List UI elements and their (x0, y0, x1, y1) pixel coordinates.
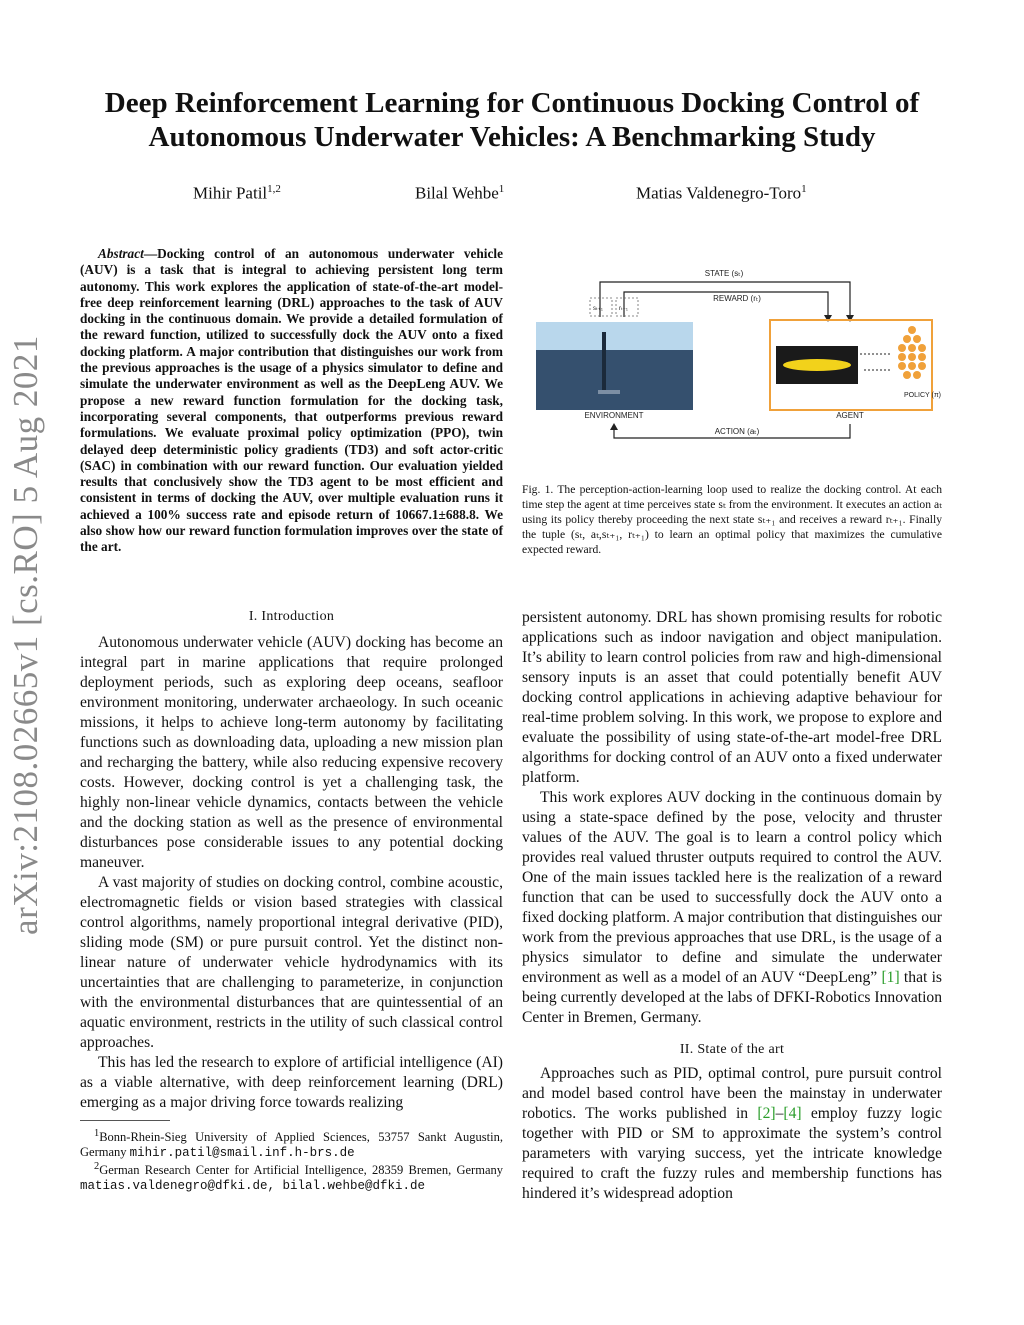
policy-node (918, 353, 926, 361)
policy-node (918, 362, 926, 370)
footnote-2: $^2$German Research Center for Artificial Intelligence, 28359 Bremen, Germany matias.valdenegro@dfki.de, bilal.wehbe@dfki.de (80, 1161, 503, 1193)
citation-link[interactable]: [2] (757, 1105, 776, 1122)
citation-link[interactable]: [4] (783, 1105, 802, 1122)
title-line-1: Deep Reinforcement Learning for Continuous Docking Control of (104, 87, 920, 119)
footnotes (80, 1127, 503, 1193)
policy-node (913, 371, 921, 379)
abstract-lead: Abstract (98, 246, 144, 261)
author-3: Matias Valdenegro-Toro$^1$ (636, 183, 807, 203)
citation-link[interactable]: [1] (881, 969, 900, 986)
sota-heading: II. State of the art (679, 1042, 785, 1057)
paper-title (60, 86, 964, 154)
policy-node (898, 344, 906, 352)
right-column-body (522, 608, 942, 1028)
policy-label: POLICY (π) (904, 392, 941, 399)
docking-pole (602, 332, 606, 394)
intro-continuation: persistent autonomy. DRL has shown promising results for robotic applications such as indoor navigation and object manipulation. It’s ability to learn control policies from raw and high-dimensional sensory inputs is an asset that could potentially benefit AUV docking control applications in achieving adaptive behaviour for real-time problem solving. In this work, we propose to explore and evaluate the possibility of using state-of-the-art model-free DRL algorithms for docking control of an AUV onto a fixed underwater platform. (522, 609, 942, 786)
arxiv-side-label: arXiv:2108.02665v1 [cs.RO] 5 Aug 2021 (6, 335, 45, 935)
policy-node (908, 326, 916, 334)
policy-node (918, 344, 926, 352)
footnote-rule (80, 1120, 170, 1121)
abstract (80, 246, 503, 556)
policy-node (903, 335, 911, 343)
environment-sky (536, 322, 693, 350)
next-state-label: sₜ₊₁ (593, 306, 603, 312)
reward-label: REWARD (rₜ) (713, 294, 761, 303)
intro-heading: I. Introduction (248, 609, 335, 624)
intro-body (80, 633, 503, 1113)
intro-contribution-paragraph: This work explores AUV docking in the continuous domain by using a state-space defined by the pose, velocity and thruster values of the AUV. The goal is to learn a control policy which provides real valued thruster outputs required to control the AUV. One of the main issues tackled here is the realization of a reward function that can be used to successfully dock the AUV onto a fixed docking platform. A major contribution that distinguishes our work from the previous approaches that use DRL, is the usage of a physics simulator to define and simulate the underwater environment as well as a model of an AUV “DeepLeng” [1] that is being currently developed at the labs of DFKI-Robotics Innovation Center in Bremen, Germany. (522, 789, 942, 1026)
author-2: Bilal Wehbe$^1$ (415, 183, 505, 203)
author-1: Mihir Patil$^{1,2}$ (193, 183, 281, 203)
policy-network (898, 326, 926, 379)
auv-body (783, 359, 851, 371)
policy-node (898, 362, 906, 370)
intro-paragraph: This has led the research to explore of artificial intelligence (AI) as a viable alternative, with deep reinforcement learning (DRL) emerging as a major driving force towards realizing (80, 1054, 503, 1111)
environment-sea (536, 350, 693, 410)
action-arrowhead (610, 423, 618, 430)
policy-node (898, 353, 906, 361)
state-label: STATE (sₜ) (704, 269, 744, 278)
policy-node (908, 353, 916, 361)
action-label: ACTION (aₜ) (714, 427, 760, 436)
environment-label: ENVIRONMENT (584, 411, 644, 420)
figure-perception-action-loop (532, 262, 952, 442)
next-reward-label: rₜ₊₁ (619, 306, 628, 312)
policy-node (913, 335, 921, 343)
docking-platform (598, 390, 620, 394)
policy-node (903, 371, 911, 379)
intro-paragraph: Autonomous underwater vehicle (AUV) docking has become an integral part in marine applications that require prolonged deployment periods, such as exploring deep oceans, seafloor environment monitoring, underwater archaeology. In such oceanic missions, it helps to achieve long-term autonomy by facilitating functions such as downloading data, uploading a new mission plan and recharging the battery, while also reducing expensive recovery costs. However, docking control is yet a challenging task, the highly non-linear vehicle dynamics, contacts between the vehicle and the docking station as well as the presence of environmental disturbances pose considerable issues to any potential docking maneuver. (80, 634, 503, 871)
footnote-1: $^1$Bonn-Rhein-Sieg University of Applied Sciences, 53757 Sankt Augustin, Germany mihir.patil@smail.inf.h-brs.de (80, 1128, 503, 1160)
policy-node (908, 344, 916, 352)
policy-node (908, 362, 916, 370)
agent-label: AGENT (836, 411, 864, 420)
sota-body (522, 1064, 942, 1204)
title-line-2: Autonomous Underwater Vehicles: A Benchmarking Study (148, 121, 876, 153)
abstract-text: —Docking control of an autonomous underwater vehicle (AUV) is a task that is integral to achieving persistent long term autonomy. This work explores the application of state-of-the-art model-free deep reinforcement learning (DRL) approaches to the task of AUV docking in the continuous domain. We provide a detailed formulation of the reward function, utilized to successfully dock the AUV onto a fixed docking platform. A major contribution that distinguishes our work from the previous approaches is the usage of a physics simulator to define and simulate the underwater environment as well as the DeepLeng AUV. We propose a new reward function formulation for the docking task, incorporating several components, that outperforms previous reward formulations. We evaluate proximal policy optimization (PPO), twin delayed deep deterministic policy gradients (TD3) and soft actor-critic (SAC) in combination with our reward function. Our evaluation yielded results that conclusively show the TD3 agent to be most efficient and consistent in terms of docking the AUV, over multiple evaluation runs it achieved a 100% success rate and episode return of 10667.1±688.8. We also show how our reward function formulation improves over the state of the art. (80, 246, 503, 555)
intro-paragraph: A vast majority of studies on docking control, combine acoustic, electromagnetic fields or vision based strategies with classical control algorithms, namely proportional integral derivative (PID), sliding mode (SM) or pure pursuit control. Yet the distinct non-linear nature of underwater vehicle hydrodynamics with its uncertainties that are challenging to parameterize, in conjunction with the environmental disturbances that are quintessential of an aquatic environment, restricts in the utility of such classical control approaches. (80, 874, 503, 1051)
figure-caption: Fig. 1. The perception-action-learning loop used to realize the docking control. At each time step the agent at time perceives state sₜ from the environment. It executes an action aₜ using its policy thereby proceeding the next state sₜ₊₁ and receives a reward rₜ₊₁. Finally the tuple (sₜ, aₜ,sₜ₊₁, rₜ₊₁) to learn an optimal policy that maximizes the cumulative expected reward. (522, 483, 942, 556)
sota-paragraph: Approaches such as PID, optimal control, pure pursuit control and model based control have been the mainstay in underwater robotics. The works published in [2]–[4] employ fuzzy logic together with PID or SM to approximate the system’s control parameters with varying success, yet the intricate knowledge required to craft the fuzzy rules and membership functions has hindered it’s widespread adoption (522, 1065, 942, 1202)
